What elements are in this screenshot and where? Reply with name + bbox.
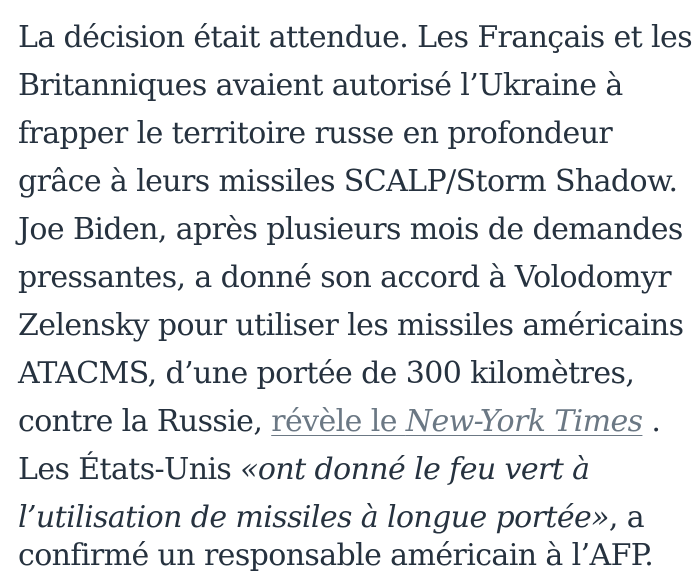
paragraph-line: grâce à leurs missiles SCALP/Storm Shadow. [18,164,678,199]
paragraph-line: Zelensky pour utiliser les missiles américains [18,308,684,343]
line-text: Les États-Unis [18,452,241,487]
quote-text: «ont donné le feu vert à [240,452,590,487]
paragraph-line [18,446,589,494]
line-text: contre la Russie, [18,404,272,439]
paragraph-line: pressantes, a donné son accord à Volodomyr [18,260,671,295]
link-text: révèle le [271,404,406,439]
paragraph-line: confirmé un responsable américain à l’AFP. [18,538,654,573]
paragraph-line: ATACMS, d’une portée de 300 kilomètres, [18,356,635,391]
line-text: . [642,404,661,439]
line-text: , a [608,500,645,535]
paragraph-line: Joe Biden, après plusieurs mois de demandes [18,212,683,247]
link-italic-text: New-York Times [405,404,643,439]
quote-text: l’utilisation de missiles à longue portée» [18,500,609,535]
paragraph-line [18,398,660,446]
paragraph-line: La décision était attendue. Les Français et les [18,20,692,55]
nyt-link[interactable] [271,404,642,439]
paragraph-line: frapper le territoire russe en profondeur [18,116,613,151]
paragraph-line: Britanniques avaient autorisé l’Ukraine à [18,68,623,103]
